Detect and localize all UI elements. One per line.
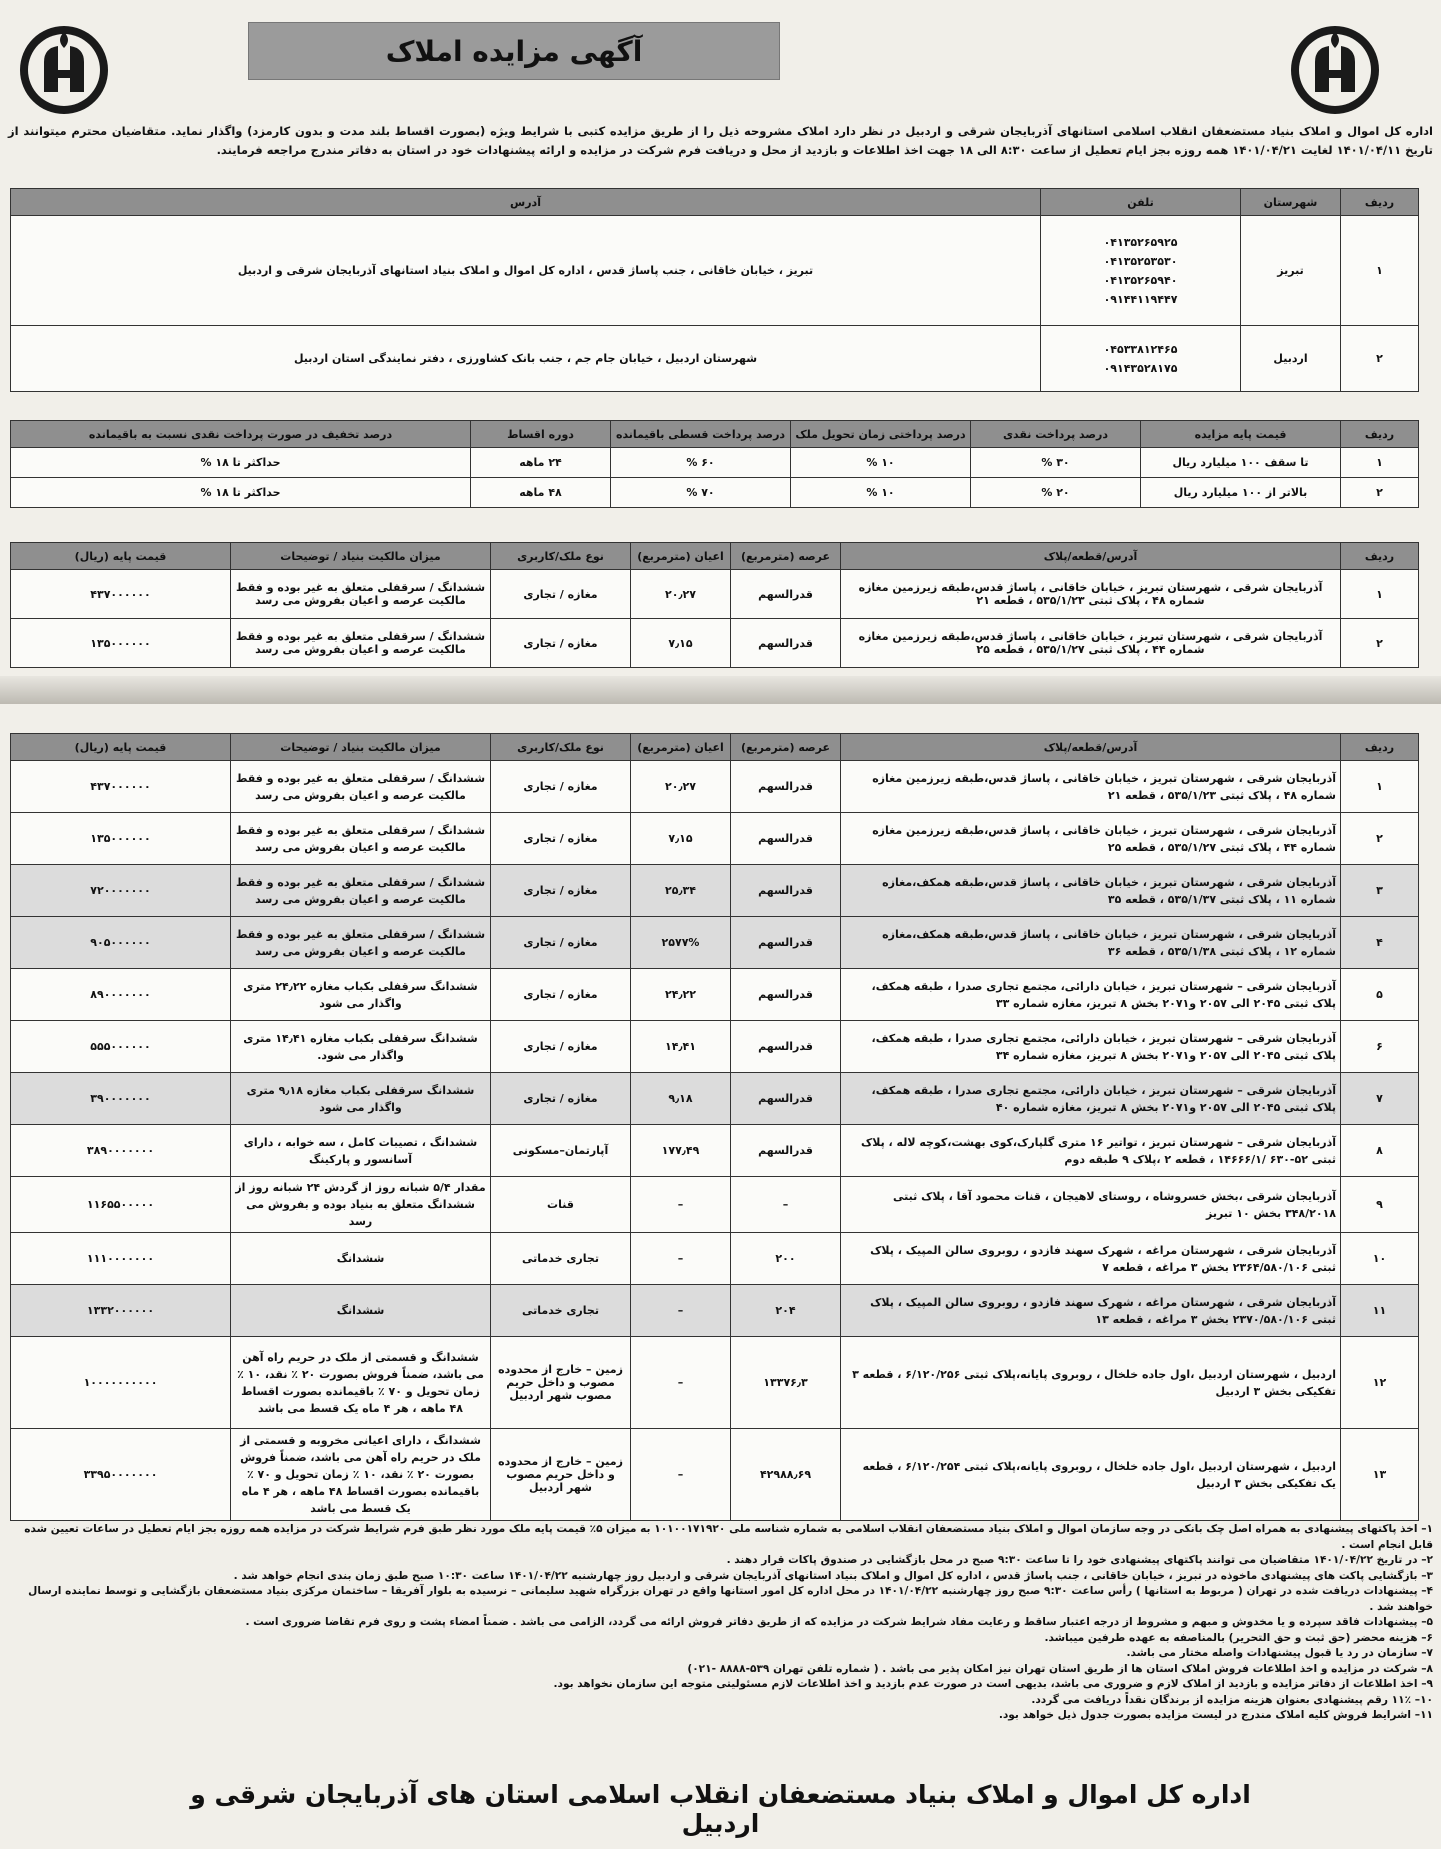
table-row (11, 1285, 1419, 1337)
base-price: ۱۱۱۰۰۰۰۰۰۰ (11, 1233, 231, 1285)
property-address: آذربایجان شرقی ،بخش خسروشاه ، روستای لاهیجان ، قنات محمود آقا ، پلاک ثبتی ۳۴۸/۲۰۱۸ بخش ۱۰ تبریز (841, 1177, 1341, 1233)
col-header-type: نوع ملک/کاربری (491, 543, 631, 570)
phone-number: ۰۹۱۴۴۱۱۹۴۴۷ (1103, 292, 1178, 306)
note-item: ۳– بازگشایی پاکت های پیشنهادی ماخوذه در تبریز ، خیابان خاقانی ، جنب پاساژ قدس ، اداره کل اموال و املاک بنیاد استانهای آذربایجان شرقی و اردبیل روز چهارشنبه ۱۴۰۱/۰۴/۲۲ ساعت ۱۰:۳۰ صبح طبق زمان بندی انجام خواهد شد . (233, 1569, 1433, 1582)
table-row (11, 619, 1419, 668)
table-row (11, 969, 1419, 1021)
base-price: ۵۵۵۰۰۰۰۰۰ (11, 1021, 231, 1073)
area-value: قدرالسهم (731, 761, 841, 813)
col-header-ownership: میزان مالکیت بنیاد / توضیحات (231, 734, 491, 761)
ownership-description: ششدانگ / سرقفلی متعلق به غیر بوده و فقط مالکیت عرصه و اعیان بفروش می رسد (231, 813, 491, 865)
ownership-description: ششدانگ (231, 1285, 491, 1337)
building-area: ۲۴٫۲۲ (631, 969, 731, 1021)
bonyad-logo-icon (18, 22, 110, 118)
col-header-building: اعیان (مترمربع) (631, 734, 731, 761)
col-header-row: ردیف (1341, 734, 1419, 761)
property-type: تجاری خدماتی (491, 1233, 631, 1285)
base-price: ۱۳۵۰۰۰۰۰۰ (11, 619, 231, 668)
table-row (11, 448, 1419, 478)
ownership-description: ششدانگ سرقفلی بکباب مغازه ۹٫۱۸ متری واگذار می شود (231, 1073, 491, 1125)
property-address: اردبیل ، شهرستان اردبیل ،اول جاده خلخال ، روبروی پایانه،پلاک ثبتی ۶/۱۲۰/۲۵۶ ، قطعه ۳ تفکیکی بخش ۳ اردبیل (841, 1337, 1341, 1429)
col-header-base: قیمت پایه مزایده (1141, 421, 1341, 448)
address: شهرستان اردبیل ، خیابان جام جم ، جنب بانک کشاورزی ، دفتر نمایندگی استان اردبیل (11, 326, 1041, 392)
row-number: ۱۰ (1341, 1233, 1419, 1285)
ownership-description: مقدار ۵/۴ شبانه روز از گردش ۲۴ شبانه روز از ششدانگ متعلق به بنیاد بوده و بفروش می رسد (231, 1177, 491, 1233)
col-header-type: نوع ملک/کاربری (491, 734, 631, 761)
row-number: ۵ (1341, 969, 1419, 1021)
intro-paragraph: اداره کل اموال و املاک بنیاد مستضعفان انقلاب اسلامی استانهای آذربایجان شرقی و اردبیل در نظر دارد املاک مشروحه ذیل را از طریق مزایده کتبی با شرایط ویژه (بصورت اقساط بلند مدت و بدون کارمزد) واگذار نماید. متقاضیان محترم میتوانند از تاریخ ۱۴۰۱/۰۴/۱۱ لغایت ۱۴۰۱/۰۴/۲۱ همه روزه بجز ایام تعطیل از ساعت ۸:۳۰ الی ۱۸ جهت اخذ اطلاعات و بازدید از محل و دریافت فرم شرکت در مزایده و ارائه پیشنهادات خود در استان به دفاتر مندرج مراجعه فرمایند. (8, 124, 1433, 157)
delivery-percent: ۱۰ % (791, 478, 971, 508)
terms-notes (8, 1522, 1433, 1724)
col-header-period: دوره اقساط (471, 421, 611, 448)
phone-number: ۰۴۱۳۵۲۵۳۵۳۰ (1103, 254, 1178, 268)
note-item: ۷– سازمان در رد یا قبول پیشنهادات واصله مختار می باشد. (1126, 1647, 1433, 1659)
base-price: ۱۳۵۰۰۰۰۰۰ (11, 813, 231, 865)
property-type: مغازه / تجاری (491, 865, 631, 917)
table-row (11, 326, 1419, 392)
base-price: بالاتر از ۱۰۰ میلیارد ریال (1141, 478, 1341, 508)
city: اردبیل (1241, 326, 1341, 392)
property-address: آذربایجان شرقی ، شهرستان تبریز ، خیابان خاقانی ، پاساژ قدس،طبقه همکف،مغازه شماره ۱۱ ، پلاک ثبتی ۵۳۵/۱/۳۷ ، قطعه ۳۵ (841, 865, 1341, 917)
base-price: تا سقف ۱۰۰ میلیارد ریال (1141, 448, 1341, 478)
discount: حداکثر تا ۱۸ % (11, 448, 471, 478)
discount: حداکثر تا ۱۸ % (11, 478, 471, 508)
row-number: ۲ (1341, 326, 1419, 392)
area-value: ۲۰۰ (731, 1233, 841, 1285)
property-type: زمین – خارج از محدوده و داخل حریم مصوب شهر اردبیل (491, 1429, 631, 1521)
row-number: ۱۲ (1341, 1337, 1419, 1429)
row-number: ۸ (1341, 1125, 1419, 1177)
col-header-discount: درصد تخفیف در صورت پرداخت نقدی نسبت به باقیمانده (11, 421, 471, 448)
base-price: ۱۳۳۲۰۰۰۰۰۰ (11, 1285, 231, 1337)
row-number: ۶ (1341, 1021, 1419, 1073)
col-header-row: ردیف (1341, 421, 1419, 448)
row-number: ۳ (1341, 865, 1419, 917)
ownership-description: ششدانگ (231, 1233, 491, 1285)
row-number: ۱ (1341, 448, 1419, 478)
note-item: ۲– در تاریخ ۱۴۰۱/۰۴/۲۲ متقاضیان می توانند پاکتهای پیشنهادی خود را تا ساعت ۹:۳۰ صبح در محل بازگشایی در صندوق پاکات قرار دهند . (726, 1554, 1433, 1566)
table-row (11, 1177, 1419, 1233)
table-row (11, 1233, 1419, 1285)
area-value: ۱۳۳۷۶٫۳ (731, 1337, 841, 1429)
area-value: قدرالسهم (731, 1073, 841, 1125)
property-type: مغازه / تجاری (491, 917, 631, 969)
col-header-building: اعیان (مترمربع) (631, 543, 731, 570)
remaining-percent: ۷۰ % (611, 478, 791, 508)
building-area: – (631, 1337, 731, 1429)
property-type: مغازه / تجاری (491, 1073, 631, 1125)
row-number: ۴ (1341, 917, 1419, 969)
phone-number: ۰۴۱۳۵۲۶۵۹۲۵ (1103, 235, 1178, 249)
col-header-area: عرصه (مترمربع) (731, 734, 841, 761)
property-type: مغازه / تجاری (491, 570, 631, 619)
installment-period: ۴۸ ماهه (471, 478, 611, 508)
area-value: قدرالسهم (731, 619, 841, 668)
table-row (11, 1125, 1419, 1177)
property-address: آذربایجان شرقی ، شهرستان تبریز ، خیابان خاقانی ، پاساژ قدس،طبقه زیرزمین مغازه شماره ۴۴ ، پلاک ثبتی ۵۳۵/۱/۲۷ ، قطعه ۲۵ (841, 619, 1341, 668)
title-banner (248, 22, 780, 80)
property-address: آذربایجان شرقی – شهرستان تبریز ، خیابان دارائی، مجتمع تجاری صدرا ، طبقه همکف، پلاک ثبتی ۲۰۴۵ الی ۲۰۵۷ و۲۰۷۱ بخش ۸ تبریز، مغازه شماره ۳۴ (841, 1021, 1341, 1073)
table-row (11, 570, 1419, 619)
payment-terms-table (10, 420, 1419, 508)
building-area: ۲۰٫۲۷ (631, 570, 731, 619)
row-number: ۲ (1341, 813, 1419, 865)
base-price: ۱۰۰۰۰۰۰۰۰۰۰ (11, 1337, 231, 1429)
cash-percent: ۳۰ % (971, 448, 1141, 478)
phone-number: ۰۴۱۳۵۲۶۵۹۴۰ (1103, 273, 1178, 287)
col-header-row: ردیف (1341, 189, 1419, 216)
property-address: آذربایجان شرقی – شهرستان تبریز ، تواتیر ۱۶ متری گلپارک،کوی بهشت،کوچه لاله ، پلاک ثبتی ۵۲-۶۳۰ /۱۴۶۶۶/۱ ، قطعه ۲ ،پلاک ۹ طبقه دوم (841, 1125, 1341, 1177)
base-price: ۸۹۰۰۰۰۰۰۰ (11, 969, 231, 1021)
building-area: – (631, 1285, 731, 1337)
property-type: زمین – خارج از محدوده مصوب و داخل حریم مصوب شهر اردبیل (491, 1337, 631, 1429)
table-row (11, 865, 1419, 917)
contacts-table (10, 188, 1419, 392)
property-type: آپارتمان–مسکونی (491, 1125, 631, 1177)
ownership-description: ششدانگ / سرقفلی متعلق به غیر بوده و فقط مالکیت عرصه و اعیان بفروش می رسد (231, 917, 491, 969)
property-address: آذربایجان شرقی – شهرستان تبریز ، خیابان دارائی، مجتمع تجاری صدرا ، طبقه همکف، پلاک ثبتی ۲۰۴۵ الی ۲۰۵۷ و۲۰۷۱ بخش ۸ تبریز، مغازه شماره ۳۳ (841, 969, 1341, 1021)
phone-list (1041, 216, 1241, 326)
building-area: – (631, 1429, 731, 1521)
property-address: آذربایجان شرقی ، شهرستان تبریز ، خیابان خاقانی ، پاساژ قدس،طبقه زیرزمین مغازه شماره ۴۸ ، پلاک ثبتی ۵۳۵/۱/۲۳ ، قطعه ۲۱ (841, 761, 1341, 813)
row-number: ۹ (1341, 1177, 1419, 1233)
note-item: ۹– اخذ اطلاعات از دفاتر مزایده و بازدید از املاک لازم و ضروری می باشد، بدیهی است در صورت عدم بازدید و اخذ اطلاعات لازم مسئولیتی متوجه این سازمان نخواهد بود. (553, 1678, 1433, 1690)
area-value: قدرالسهم (731, 1021, 841, 1073)
building-area: ۷٫۱۵ (631, 813, 731, 865)
col-header-city: شهرستان (1241, 189, 1341, 216)
area-value: قدرالسهم (731, 917, 841, 969)
property-type: مغازه / تجاری (491, 969, 631, 1021)
table-header-row (11, 421, 1419, 448)
table-row (11, 1337, 1419, 1429)
note-item: ۶– هزینه محضر (حق ثبت و حق التحریر) بالمناصفه به عهده طرفین میباشد. (1044, 1631, 1433, 1644)
property-address: آذربایجان شرقی – شهرستان تبریز ، خیابان دارائی، مجتمع تجاری صدرا ، طبقه همکف، پلاک ثبتی ۲۰۴۵ الی ۲۰۵۷ و۲۰۷۱ بخش ۸ تبریز، مغازه شماره ۴۰ (841, 1073, 1341, 1125)
building-area: ۹٫۱۸ (631, 1073, 731, 1125)
property-type: تجاری خدماتی (491, 1285, 631, 1337)
col-header-address: آدرس/قطعه/پلاک (841, 734, 1341, 761)
base-price: ۳۹۰۰۰۰۰۰۰ (11, 1073, 231, 1125)
property-address: آذربایجان شرقی ، شهرستان تبریز ، خیابان خاقانی ، پاساژ قدس،طبقه همکف،مغازه شماره ۱۲ ، پلاک ثبتی ۵۳۵/۱/۳۸ ، قطعه ۳۶ (841, 917, 1341, 969)
property-type: مغازه / تجاری (491, 761, 631, 813)
row-number: ۱۳ (1341, 1429, 1419, 1521)
city: تبریز (1241, 216, 1341, 326)
building-area: ۲۵۷۷% (631, 917, 731, 969)
phone-number: ۰۹۱۴۳۵۲۸۱۷۵ (1103, 361, 1178, 375)
building-area: ۲۰٫۲۷ (631, 761, 731, 813)
note-item: ۴– پیشنهادات دریافت شده در تهران ( مربوط به استانها ) رأس ساعت ۹:۳۰ صبح روز چهارشنبه ۱۴۰۱/۰۴/۲۲ در محل اداره کل امور استانها واقع در تهران بزرگراه شهید سلیمانی – نرسیده به بلوار آفریقا – ساختمان مرکزی بنیاد مستضعفان بازگشایی و توسط نماینده ارسال خواهند شد . (28, 1585, 1433, 1613)
area-value: قدرالسهم (731, 1125, 841, 1177)
building-area: – (631, 1177, 731, 1233)
row-number: ۲ (1341, 478, 1419, 508)
delivery-percent: ۱۰ % (791, 448, 971, 478)
property-type: مغازه / تجاری (491, 813, 631, 865)
building-area: – (631, 1233, 731, 1285)
table-row (11, 1021, 1419, 1073)
col-header-price: قیمت پایه (ریال) (11, 734, 231, 761)
property-type: مغازه / تجاری (491, 1021, 631, 1073)
area-value: قدرالسهم (731, 570, 841, 619)
note-item: ۱۰– ۱۱٪ رقم پیشنهادی بعنوان هزینه مزایده از برندگان نقداً دریافت می گردد. (1031, 1693, 1433, 1706)
ownership-description: ششدانگ / سرقفلی متعلق به غیر بوده و فقط مالکیت عرصه و اعیان بفروش می رسد (231, 865, 491, 917)
property-address: آذربایجان شرقی ، شهرستان مراغه ، شهرک سهند فازدو ، روبروی سالن المپیک ، پلاک ثبتی ۲۳۶۴/۵۸۰/۱۰۶ بخش ۳ مراغه ، قطعه ۷ (841, 1233, 1341, 1285)
ownership-description: ششدانگ سرقفلی بکباب مغازه ۲۴٫۲۲ متری واگذار می شود (231, 969, 491, 1021)
ownership-description: ششدانگ / سرقفلی متعلق به غیر بوده و فقط مالکیت عرصه و اعیان بفروش می رسد (231, 761, 491, 813)
ownership-description: ششدانگ ، دارای اعیانی مخروبه و قسمتی از ملک در حریم راه آهن می باشد، ضمناً فروش بصورت ۲۰ ٪ نقد، ۱۰ ٪ زمان تحویل و ۷۰ ٪ باقیمانده بصورت اقساط ۴۸ ماهه ، هر ۴ ماه یک قسط می باشد (231, 1429, 491, 1521)
row-number: ۱ (1341, 570, 1419, 619)
col-header-row: ردیف (1341, 543, 1419, 570)
col-header-delivery: درصد پرداختی زمان تحویل ملک (791, 421, 971, 448)
ownership-description: ششدانگ ، تصیبات کامل ، سه خوابه ، دارای آسانسور و پارکینگ (231, 1125, 491, 1177)
col-header-address: آدرس/قطعه/پلاک (841, 543, 1341, 570)
bonyad-logo-icon (1289, 22, 1381, 118)
base-price: ۴۳۷۰۰۰۰۰۰ (11, 761, 231, 813)
table-header-row (11, 189, 1419, 216)
col-header-ownership: میزان مالکیت بنیاد / توضیحات (231, 543, 491, 570)
ownership-description: ششدانگ / سرقفلی متعلق به غیر بوده و فقط مالکیت عرصه و اعیان بفروش می رسد (231, 619, 491, 668)
table-row (11, 813, 1419, 865)
property-address: آذربایجان شرقی ، شهرستان تبریز ، خیابان خاقانی ، پاساژ قدس،طبقه زیرزمین مغازه شماره ۴۴ ، پلاک ثبتی ۵۳۵/۱/۲۷ ، قطعه ۲۵ (841, 813, 1341, 865)
table-header-row (11, 543, 1419, 570)
note-item: ۵– پیشنهادات فاقد سپرده و یا مخدوش و مبهم و مشروط از درجه اعتبار ساقط و رعایت مفاد شرایط شرکت در مزایده که از طریق دفاتر فروش ارائه می گردد، الزامی می باشد . ضمناً امضاء پشت و روی فرم تقاضا ضروری است . (245, 1616, 1433, 1628)
address: تبریز ، خیابان خاقانی ، جنب پاساژ قدس ، اداره کل اموال و املاک بنیاد استانهای آذربایجان شرقی و اردبیل (11, 216, 1041, 326)
ownership-description: ششدانگ / سرقفلی متعلق به غیر بوده و فقط مالکیت عرصه و اعیان بفروش می رسد (231, 570, 491, 619)
properties-table-partial (10, 542, 1419, 668)
table-row (11, 917, 1419, 969)
page-title: آگهی مزایده املاک (385, 34, 643, 68)
row-number: ۷ (1341, 1073, 1419, 1125)
building-area: ۱۷۷٫۴۹ (631, 1125, 731, 1177)
ownership-description: ششدانگ سرقفلی بکباب مغازه ۱۴٫۴۱ متری واگذار می شود. (231, 1021, 491, 1073)
area-value: ۲۰۴ (731, 1285, 841, 1337)
table-row (11, 761, 1419, 813)
area-value: – (731, 1177, 841, 1233)
property-type: مغازه / تجاری (491, 619, 631, 668)
col-header-area: عرصه (مترمربع) (731, 543, 841, 570)
building-area: ۷٫۱۵ (631, 619, 731, 668)
row-number: ۲ (1341, 619, 1419, 668)
table-row (11, 216, 1419, 326)
note-item: ۱۱– اشرایط فروش کلیه املاک مندرج در لیست مزایده بصورت جدول ذیل خواهد بود. (998, 1709, 1433, 1721)
col-header-cash: درصد پرداخت نقدی (971, 421, 1141, 448)
property-type: قنات (491, 1177, 631, 1233)
table-header-row (11, 734, 1419, 761)
table-row (11, 1429, 1419, 1521)
col-header-address: آدرس (11, 189, 1041, 216)
building-area: ۲۵٫۳۴ (631, 865, 731, 917)
base-price: ۴۳۷۰۰۰۰۰۰ (11, 570, 231, 619)
area-value: قدرالسهم (731, 813, 841, 865)
table-row (11, 1073, 1419, 1125)
property-address: آذربایجان شرقی ، شهرستان تبریز ، خیابان خاقانی ، پاساژ قدس،طبقه زیرزمین مغازه شماره ۴۸ ، پلاک ثبتی ۵۳۵/۱/۲۳ ، قطعه ۲۱ (841, 570, 1341, 619)
cash-percent: ۲۰ % (971, 478, 1141, 508)
footer-signature: اداره کل اموال و املاک بنیاد مستضعفان انقلاب اسلامی استان های آذربایجان شرقی و اردبیل (190, 1780, 1251, 1838)
area-value: قدرالسهم (731, 969, 841, 1021)
col-header-price: قیمت پایه (ریال) (11, 543, 231, 570)
phone-number: ۰۴۵۳۳۸۱۲۴۶۵ (1103, 342, 1178, 356)
building-area: ۱۴٫۴۱ (631, 1021, 731, 1073)
phone-list (1041, 326, 1241, 392)
row-number: ۱ (1341, 216, 1419, 326)
row-number: ۱ (1341, 761, 1419, 813)
col-header-remaining: درصد پرداخت قسطی باقیمانده (611, 421, 791, 448)
note-item: ۱– اخذ پاکتهای پیشنهادی به همراه اصل چک بانکی در وجه سازمان اموال و املاک بنیاد مستضعفان انقلاب اسلامی به شماره شناسه ملی ۱۰۱۰۰۱۷۱۹۲۰ به میزان ۵٪ قیمت پایه ملک مورد نظر طبق فرم شرایط شرکت در مزایده همه روزه بجز ایام تعطیل در ساعات تعیین شده قابل انجام است . (24, 1523, 1433, 1551)
area-value: ۴۲۹۸۸٫۶۹ (731, 1429, 841, 1521)
col-header-phone: تلفن (1041, 189, 1241, 216)
installment-period: ۲۴ ماهه (471, 448, 611, 478)
properties-table (10, 733, 1419, 1521)
row-number: ۱۱ (1341, 1285, 1419, 1337)
base-price: ۹۰۵۰۰۰۰۰۰ (11, 917, 231, 969)
property-address: آذربایجان شرقی ، شهرستان مراغه ، شهرک سهند فازدو ، روبروی سالن المپیک ، پلاک ثبتی ۲۳۷۰/۵۸۰/۱۰۶ بخش ۳ مراغه ، قطعه ۱۳ (841, 1285, 1341, 1337)
note-item: ۸– شرکت در مزایده و اخذ اطلاعات فروش املاک استان ها از طریق استان تهران نیز امکان پذیر می باشد . ( شماره تلفن تهران ۵۳۹-۸۸۸۸ -۰۲۱) (687, 1662, 1433, 1675)
ownership-description: ششدانگ و قسمتی از ملک در حریم راه آهن می باشد، ضمناً فروش بصورت ۲۰ ٪ نقد، ۱۰ ٪ زمان تحویل و ۷۰ ٪ باقیمانده بصورت اقساط ۴۸ ماهه ، هر ۴ ماه یک قسط می باشد (231, 1337, 491, 1429)
page-fold-divider (0, 676, 1441, 704)
property-address: اردبیل ، شهرستان اردبیل ،اول جاده خلخال ، روبروی پایانه،پلاک ثبتی ۶/۱۲۰/۲۵۴ ، قطعه یک تفکیکی بخش ۳ اردبیل (841, 1429, 1341, 1521)
area-value: قدرالسهم (731, 865, 841, 917)
base-price: ۳۳۹۵۰۰۰۰۰۰۰ (11, 1429, 231, 1521)
table-row (11, 478, 1419, 508)
base-price: ۷۲۰۰۰۰۰۰۰ (11, 865, 231, 917)
remaining-percent: ۶۰ % (611, 448, 791, 478)
base-price: ۳۸۹۰۰۰۰۰۰۰ (11, 1125, 231, 1177)
base-price: ۱۱۶۵۵۰۰۰۰۰ (11, 1177, 231, 1233)
